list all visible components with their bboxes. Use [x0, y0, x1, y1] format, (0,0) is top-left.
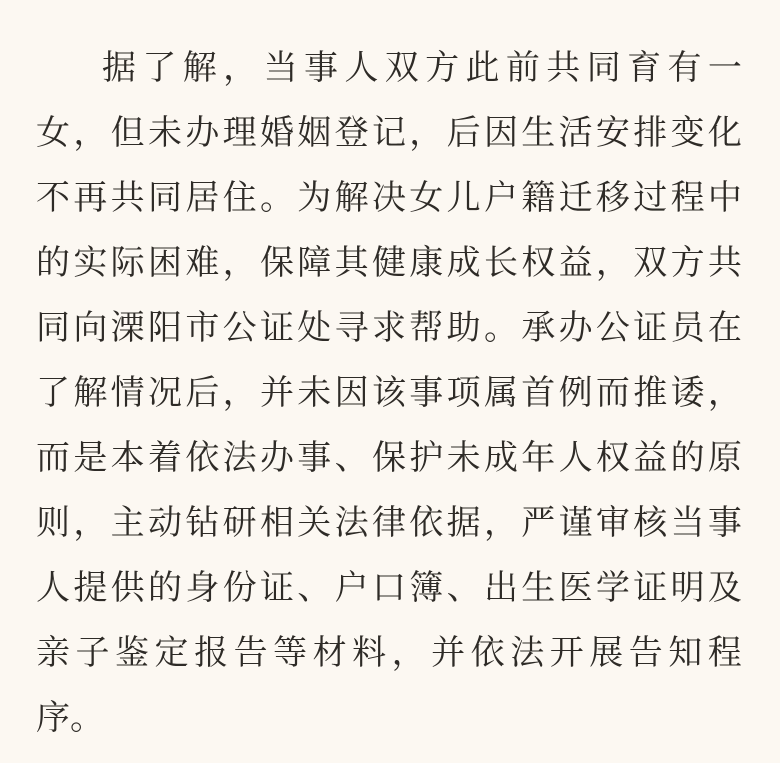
paragraph-line: 了 解 情 况 后 ， 并 未 因 该 事 项 属 首 例 而 推 诿 ， — [36, 373, 742, 413]
paragraph-line: 亲 子 鉴 定 报 告 等 材 料 ， 并 依 法 开 展 告 知 程 — [36, 633, 742, 673]
paragraph-line: 同 向 溧 阳 市 公 证 处 寻 求 帮 助 。 承 办 公 证 员 在 — [36, 308, 742, 348]
paragraph-line: 据 了 解 ， 当 事 人 双 方 此 前 共 同 育 有 一 — [102, 48, 742, 88]
paragraph-line: 人 提 供 的 身 份 证 、 户 口 簿 、 出 生 医 学 证 明 及 — [36, 568, 742, 608]
paragraph-line: 而 是 本 着 依 法 办 事 、 保 护 未 成 年 人 权 益 的 原 — [36, 438, 742, 478]
paragraph-line: 不 再 共 同 居 住 。 为 解 决 女 儿 户 籍 迁 移 过 程 中 — [36, 178, 742, 218]
paragraph-line: 的 实 际 困 难 ， 保 障 其 健 康 成 长 权 益 ， 双 方 共 — [36, 243, 742, 283]
paragraph-line: 女 ， 但 未 办 理 婚 姻 登 记 ， 后 因 生 活 安 排 变 化 — [36, 113, 742, 153]
paragraph-line: 则 ， 主 动 钻 研 相 关 法 律 依 据 ， 严 谨 审 核 当 事 — [36, 503, 742, 543]
paragraph-line: 序 。 — [36, 698, 104, 738]
